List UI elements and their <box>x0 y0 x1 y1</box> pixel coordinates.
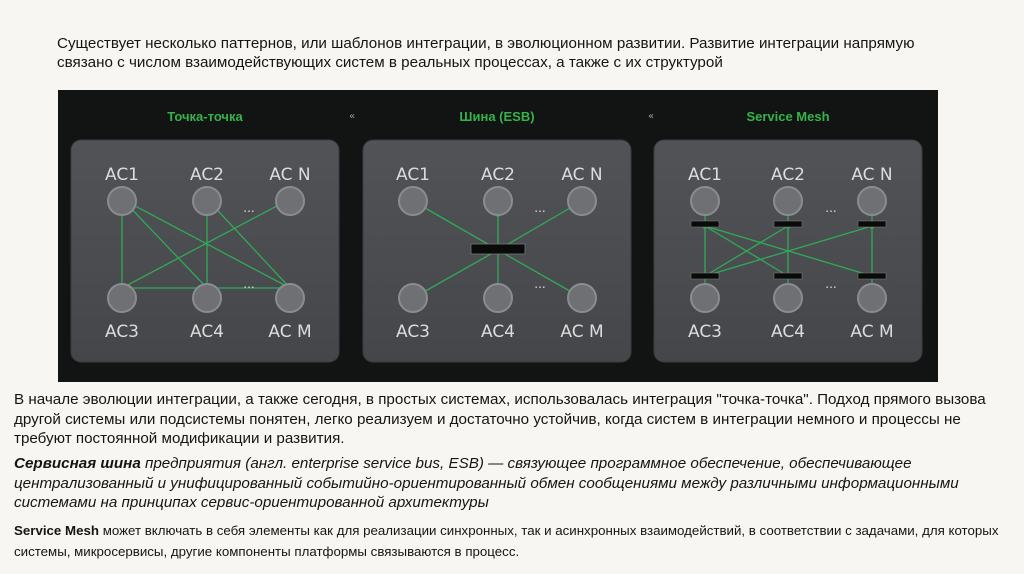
node-ac3 <box>691 284 719 312</box>
label-acm: AC M <box>268 322 312 342</box>
label-ac1: AC1 <box>395 165 431 185</box>
term-esb: Сервисная шина <box>14 455 141 472</box>
label-ac4: AC4 <box>189 322 225 342</box>
label-ac3: AC3 <box>395 322 431 342</box>
node-ac1 <box>691 187 719 215</box>
ellipsis-top: ... <box>825 201 837 215</box>
label-ac2: AC2 <box>770 165 806 185</box>
sidecar-proxy <box>774 273 802 279</box>
node-acm <box>276 284 304 312</box>
ellipsis-bottom: ... <box>825 277 837 291</box>
label-ac4: AC4 <box>480 322 516 342</box>
node-ac1 <box>399 187 427 215</box>
paragraph-esb <box>14 454 1004 513</box>
ellipsis-bottom: ... <box>243 277 255 291</box>
label-ac1: AC1 <box>687 165 723 185</box>
intro-text <box>57 34 987 72</box>
sidecar-proxy <box>691 273 719 279</box>
label-acm: AC M <box>560 322 604 342</box>
paragraph-esb-body: предприятия (англ. enterprise service bus, ESB) — связующее программное обеспечение, обеспечивающее централизованный и унифицированный событийно-ориентированный обмен сообщениями между различными информационными системами на принципах сервис-ориентированной архитектуры <box>14 455 959 511</box>
label-acm: AC M <box>850 322 894 342</box>
ellipsis-top: ... <box>243 201 255 215</box>
label-ac2: AC2 <box>189 165 225 185</box>
term-service-mesh: Service Mesh <box>14 523 100 538</box>
node-acm <box>568 284 596 312</box>
integration-patterns-diagram <box>58 90 938 382</box>
node-ac4 <box>484 284 512 312</box>
paragraph-service-mesh-body: может включать в себя элементы как для реализации синхронных, так и асинхронных взаимодействий, в соответствии с задачами, для которых системы, микросервисы, другие компоненты платформы связываются в процесс. <box>14 523 999 559</box>
label-acn: AC N <box>561 165 603 185</box>
label-ac4: AC4 <box>770 322 806 342</box>
ellipsis-bottom: ... <box>534 277 546 291</box>
label-ac1: AC1 <box>104 165 140 185</box>
node-ac4 <box>193 284 221 312</box>
node-acn <box>858 187 886 215</box>
node-ac3 <box>399 284 427 312</box>
separator-arrows-icon: « <box>348 111 356 122</box>
paragraph-service-mesh <box>14 520 1014 562</box>
node-ac3 <box>108 284 136 312</box>
panel-title-service-mesh: Service Mesh <box>746 109 830 124</box>
label-acn: AC N <box>269 165 311 185</box>
panel-service-mesh <box>654 140 922 362</box>
label-ac3: AC3 <box>104 322 140 342</box>
sidecar-proxy <box>691 221 719 227</box>
node-acn <box>568 187 596 215</box>
node-acm <box>858 284 886 312</box>
paragraph-point-to-point: В начале эволюции интеграции, а также сегодня, в простых системах, использовалась интеграция "точка-точка". Подход прямого вызова другой системы или подсистемы понятен, легко реализуем и достаточно устойчив, когда систем в интеграции немного и процессы не требуют постоянной модификации и развития. <box>14 391 986 447</box>
label-ac2: AC2 <box>480 165 516 185</box>
intro-line-2: связано с числом взаимодействующих систем в реальных процессах, а также с их структурой <box>57 54 723 71</box>
esb-bus-bar <box>471 244 525 254</box>
ellipsis-top: ... <box>534 201 546 215</box>
node-ac2 <box>774 187 802 215</box>
label-acn: AC N <box>851 165 893 185</box>
label-ac3: AC3 <box>687 322 723 342</box>
node-acn <box>276 187 304 215</box>
node-ac4 <box>774 284 802 312</box>
sidecar-proxy <box>774 221 802 227</box>
panel-title-point-to-point: Точка-точка <box>167 109 243 124</box>
node-ac2 <box>193 187 221 215</box>
intro-line-1: Существует несколько паттернов, или шаблонов интеграции, в эволюционном развитии. Развитие интеграции напрямую <box>57 35 915 52</box>
sidecar-proxy <box>858 221 886 227</box>
node-ac2 <box>484 187 512 215</box>
panel-point-to-point <box>71 140 339 362</box>
panel-title-esb: Шина (ESB) <box>459 109 535 124</box>
separator-arrows-icon: « <box>647 111 655 122</box>
node-ac1 <box>108 187 136 215</box>
panel-esb <box>363 140 631 362</box>
sidecar-proxy <box>858 273 886 279</box>
